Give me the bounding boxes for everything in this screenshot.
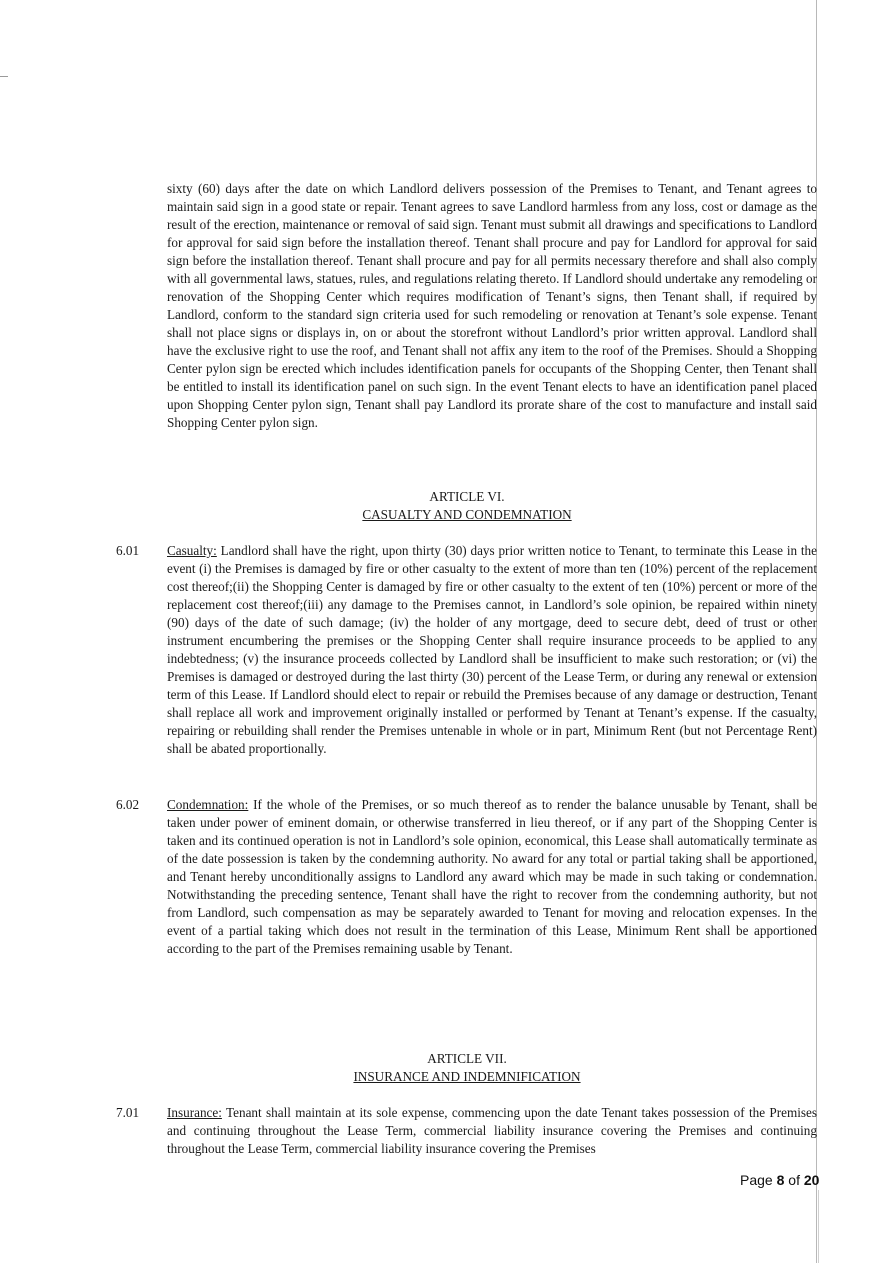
scan-edge-line-lower <box>818 1190 819 1263</box>
page-number: Page 8 of 20 <box>740 1172 820 1188</box>
article-6-heading <box>167 488 767 524</box>
article-7-heading <box>167 1050 767 1086</box>
section-6-02-text: If the whole of the Premises, or so much thereof as to render the balance unusable by Tenant, shall be taken under power of eminent domain, or otherwise transferred in lieu thereof, or if any part of the Shopping Center is taken and its continued operation is not in Landlord’s sole opinion, economical, this Lease shall automatically terminate as of the date possession is taken by the condemning authority. No award for any total or partial taking shall be apportioned, and Tenant hereby unconditionally assigns to Landlord any award which may be made in such taking or condemnation. Notwithstanding the preceding sentence, Tenant shall have the right to recover from the condemning authority, but not from Landlord, such compensation as may be separately awarded to Tenant for moving and relocation expenses. In the event of a partial taking which does not result in the termination of this Lease, Minimum Rent shall be apportioned according to the part of the Premises remaining usable by Tenant. <box>167 797 817 956</box>
sign-clause-text: sixty (60) days after the date on which Landlord delivers possession of the Premises to Tenant, and Tenant agrees to maintain said sign in a good state or repair. Tenant agrees to save Landlord harmless from any loss, cost or damage as the result of the erection, maintenance or removal of said sign. Tenant must submit all drawings and specifications to Landlord for approval for said sign before the installation thereof. Tenant shall procure and pay for Landlord for approval for said sign before the installation thereof. Tenant shall procure and pay for all permits necessary therefore and shall also comply with all governmental laws, statues, rules, and regulations relating thereto. If Landlord should undertake any remodeling or renovation of the Shopping Center which requires modification of Tenant’s signs, then Tenant shall, if required by Landlord, conform to the standard sign criteria used for such remodeling or renovation at Tenant’s sole expense. Tenant shall not place signs or displays in, on or about the storefront without Landlord’s prior written approval. Landlord shall have the exclusive right to use the roof, and Tenant shall not affix any item to the roof of the Premises. Should a Shopping Center pylon sign be erected which includes identification panels for occupants of the Shopping Center, then Tenant shall be entitled to install its identification panel on such sign. In the event Tenant elects to have an identification panel placed upon Shopping Center pylon sign, Tenant shall pay Landlord its prorate share of the cost to manufacture and install said Shopping Center pylon sign. <box>167 181 817 430</box>
section-6-01-caption: Casualty: <box>167 543 217 558</box>
page-current: 8 <box>776 1172 785 1188</box>
section-7-01 <box>167 1104 817 1158</box>
section-7-01-text: Tenant shall maintain at its sole expense, commencing upon the date Tenant takes possession of the Premises and continuing throughout the Lease Term, commercial liability insurance covering the Premises and continuing throughout the Lease Term, commercial liability insurance covering the Premises <box>167 1105 817 1156</box>
section-6-01-text: Landlord shall have the right, upon thirty (30) days prior written notice to Tenant, to terminate this Lease in the event (i) the Premises is damaged by fire or other casualty to the extent of more than ten (10%) percent of the replacement cost thereof;(ii) the Shopping Center is damaged by fire or other casualty to the extent of ten (10%) percent or more of the replacement cost thereof;(iii) any damage to the Premises cannot, in Landlord’s sole opinion, be repaired within ninety (90) days of the date of such damage; (iv) the holder of any mortgage, deed to secure debt, deed of trust or other instrument encumbering the premises or the Shopping Center shall require insurance proceeds to be applied to any indebtedness; (v) the insurance proceeds collected by Landlord shall be insufficient to make such restoration; or (vi) the Premises is damaged or destroyed during the last thirty (30) percent of the Lease Term, or during any renewal or extension term of this Lease. If Landlord should elect to repair or rebuild the Premises because of any damage or destruction, Tenant shall replace all work and improvement originally installed or performed by Tenant at Tenant’s expense. If the casualty, repairing or rebuilding shall render the Premises untenable in whole or in part, Minimum Rent (but not Percentage Rent) shall be abated proportionally. <box>167 543 817 756</box>
article-7-number: ARTICLE VII. <box>427 1051 507 1066</box>
section-6-02-number: 6.02 <box>116 797 140 812</box>
article-6-title: CASUALTY AND CONDEMNATION <box>362 507 572 522</box>
section-6-01 <box>167 542 817 758</box>
section-6-02-caption: Condemnation: <box>167 797 249 812</box>
scan-margin-mark <box>0 76 8 77</box>
article-6-number: ARTICLE VI. <box>429 489 505 504</box>
section-6-01-number: 6.01 <box>116 543 140 558</box>
section-6-02 <box>167 796 817 958</box>
section-7-01-number: 7.01 <box>116 1105 140 1120</box>
section-7-01-caption: Insurance: <box>167 1105 222 1120</box>
sign-clause-continuation <box>167 180 817 432</box>
article-7-title: INSURANCE AND INDEMNIFICATION <box>353 1069 581 1084</box>
page-total: 20 <box>803 1172 820 1188</box>
